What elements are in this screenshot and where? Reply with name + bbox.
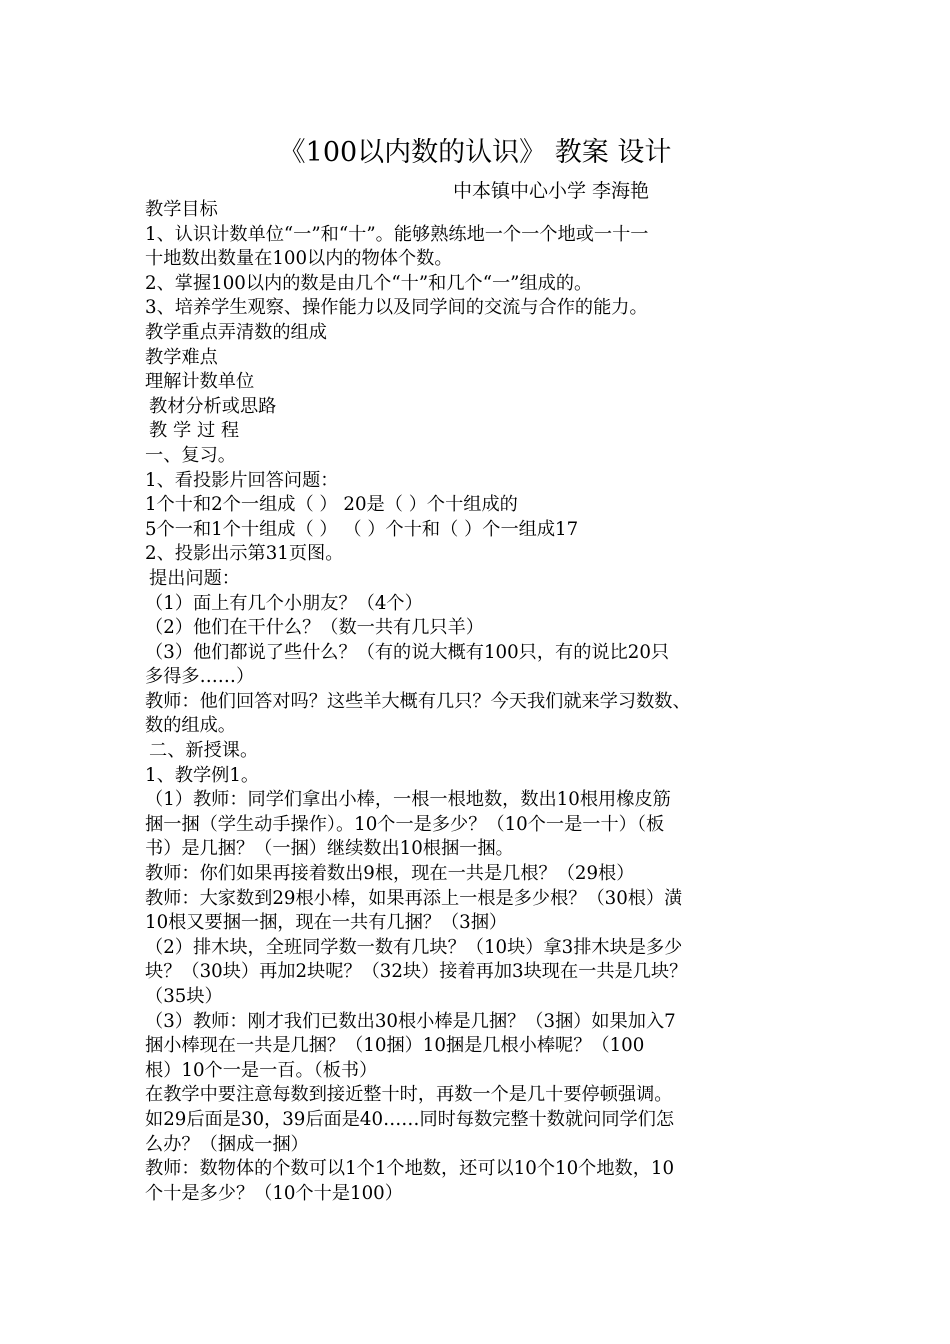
paragraph-line: 2、掌握100以内的数是由几个“十”和几个“一”组成的。 [145,272,593,294]
paragraph-line: 块？（30块）再加2块呢？（32块）接着再加3块现在一共是几块？ [145,961,688,983]
paragraph-line: （1）教师：同学们拿出小棒，一根一根地数，数出10根用橡皮筋 [145,789,671,811]
paragraph-line: 捆一捆（学生动手操作）。10个一是多少？（10个一是一十）（板 [145,813,665,835]
paragraph-line: 3、培养学生观察、操作能力以及同学间的交流与合作的能力。 [145,297,648,319]
section-heading-key-points: 教学重点弄清数的组成 [145,321,327,343]
paragraph-line: （3）教师：刚才我们已数出30根小棒是几捆？（3捆）如果加入7 [145,1010,676,1032]
section-heading-difficulties: 教学难点 [145,346,218,368]
paragraph-line: 么办？（捆成一捆） [145,1133,309,1155]
paragraph-line: 如29后面是30，39后面是40……同时每数完整十数就问同学们怎 [145,1108,675,1130]
document-author: 中本镇中心小学 李海艳 [453,180,650,202]
paragraph-line: 理解计数单位 [145,371,255,393]
section-heading-new-lesson: 二、新授课。 [149,740,259,762]
paragraph-line: 提出问题： [149,567,240,589]
paragraph-line: 个十是多少？（10个十是100） [145,1182,403,1204]
paragraph-line: 1个十和2个一组成（ ） 20是（ ）个十组成的 [145,494,518,516]
paragraph-line: 捆小棒现在一共是几捆？（10捆）10捆是几根小棒呢？（100 [145,1035,645,1057]
paragraph-line: 5个一和1个十组成（ ） （ ）个十和（ ）个一组成17 [145,518,579,540]
paragraph-line: 书）是几捆？（一捆）继续数出10根捆一捆。 [145,838,514,860]
section-heading-objectives: 教学目标 [145,199,218,220]
paragraph-line: 教师：他们回答对吗？这些羊大概有几只？今天我们就来学习数数、 [145,690,691,712]
section-heading-review: 一、复习。 [145,444,236,466]
paragraph-line: 在教学中要注意每数到接近整十时，再数一个是几十要停顿强调。 [145,1084,673,1106]
document-body [145,198,813,1206]
paragraph-line: 根）10个一是一百。（板书） [145,1059,378,1081]
paragraph-line: 十地数出数量在100以内的物体个数。 [145,248,453,270]
paragraph-line: 1、看投影片回答问题： [145,469,339,491]
paragraph-line: 教师：数物体的个数可以1个1个地数，还可以10个10个地数，10 [145,1158,675,1180]
section-heading-analysis: 教材分析或思路 [149,395,277,417]
paragraph-line: 1、教学例1。 [145,764,260,786]
paragraph-line: 教师：你们如果再接着数出9根，现在一共是几根？（29根） [145,863,635,885]
paragraph-line: 数的组成。 [145,715,236,737]
paragraph-line: 10根又要捆一捆，现在一共有几捆？（3捆） [145,912,508,934]
paragraph-line: （2）排木块，全班同学数一数有几块？（10块）拿3排木块是多少 [145,936,683,958]
paragraph-line: （1）面上有几个小朋友？（4个） [145,592,423,614]
paragraph-line: 1、认识计数单位“一”和“十”。能够熟练地一个一个地或一十一 [145,223,649,245]
paragraph-line: （2）他们在干什么？（数一共有几只羊） [145,617,484,639]
section-heading-process: 教 学 过 程 [149,420,240,442]
document-title: 《100以内数的认识》 教案 设计 [278,137,672,168]
paragraph-line: 多得多……） [145,666,255,688]
paragraph-line: （3）他们都说了些什么？（有的说大概有100只，有的说比20只 [145,641,670,663]
paragraph-line: 教师：大家数到29根小棒，如果再添上一根是多少根？（30根）潢 [145,887,683,909]
paragraph-line: 2、投影出示第31页图。 [145,543,344,565]
paragraph-line: （35块） [145,986,223,1007]
